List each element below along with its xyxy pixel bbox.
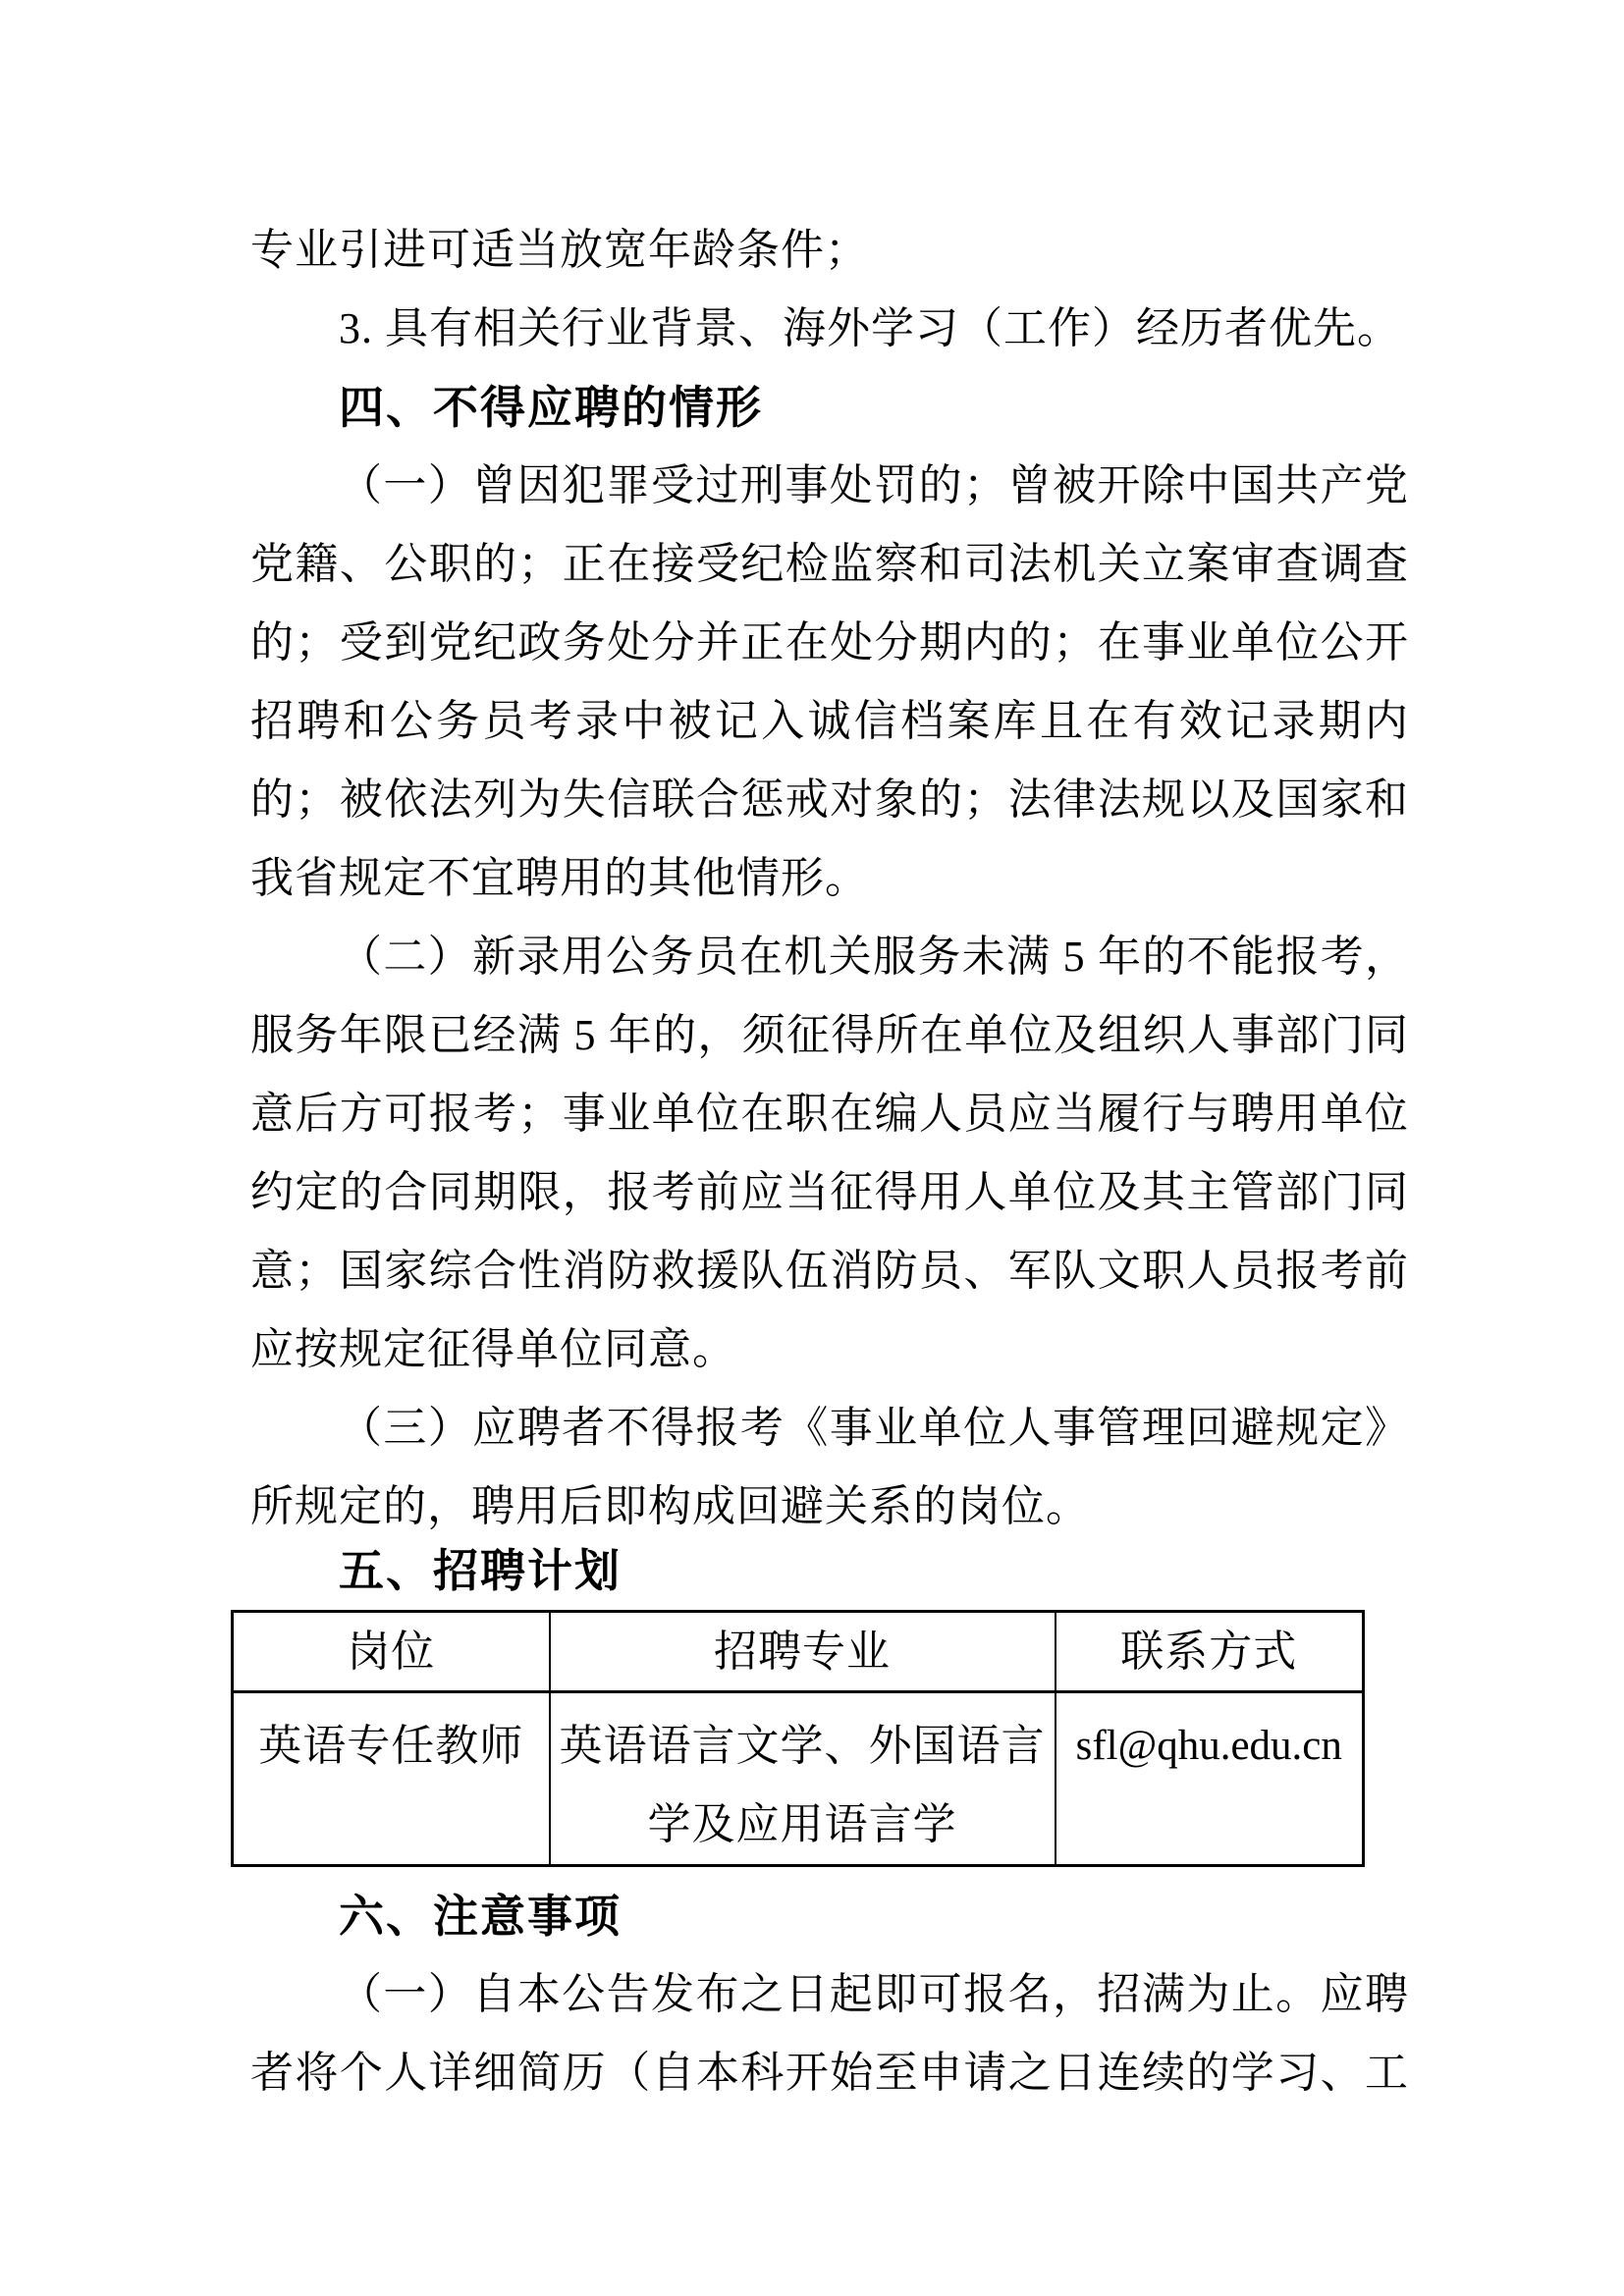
body-line: 应按规定征得单位同意。 — [250, 1325, 736, 1373]
section-heading-4: 四、不得应聘的情形 — [339, 382, 763, 433]
body-line: 专业引进可适当放宽年龄条件； — [250, 226, 869, 274]
recruitment-plan-table — [231, 1610, 1365, 1867]
body-line: 的；被依法列为失信联合惩戒对象的；法律法规以及国家和 — [250, 775, 1409, 824]
body-line: 3. 具有相关行业背景、海外学习（工作）经历者优先。 — [339, 304, 1401, 352]
table-row — [233, 1692, 1364, 1866]
body-line: （二）新录用公务员在机关服务未满 5 年的不能报考， — [339, 933, 1409, 981]
body-line: （三）应聘者不得报考《事业单位人事管理回避规定》 — [339, 1404, 1409, 1452]
body-line: 所规定的，聘用后即构成回避关系的岗位。 — [250, 1482, 1090, 1530]
cell-contact-email: sfl@qhu.edu.cn — [1056, 1692, 1364, 1866]
body-line: 意后方可报考；事业单位在职在编人员应当履行与聘用单位 — [250, 1090, 1409, 1138]
body-line: 我省规定不宜聘用的其他情形。 — [250, 854, 869, 902]
body-line: （一）曾因犯罪受过刑事处罚的；曾被开除中国共产党 — [339, 461, 1409, 509]
cell-major: 英语语言文学、外国语言学及应用语言学 — [550, 1692, 1056, 1866]
body-line: （一）自本公告发布之日起即可报名，招满为止。应聘 — [339, 1970, 1409, 2018]
body-line: 服务年限已经满 5 年的，须征得所在单位及组织人事部门同 — [250, 1011, 1409, 1059]
section-heading-5: 五、招聘计划 — [339, 1545, 622, 1596]
section-heading-6: 六、注意事项 — [339, 1891, 622, 1942]
body-line: 者将个人详细简历（自本科开始至申请之日连续的学习、工 — [250, 2049, 1409, 2097]
body-line: 招聘和公务员考录中被记入诚信档案库且在有效记录期内 — [250, 697, 1409, 745]
cell-position: 英语专任教师 — [233, 1692, 550, 1866]
table-header-major: 招聘专业 — [550, 1612, 1056, 1692]
table-header-row — [233, 1612, 1364, 1692]
table-header-position: 岗位 — [233, 1612, 550, 1692]
body-line: 的；受到党纪政务处分并正在处分期内的；在事业单位公开 — [250, 618, 1409, 667]
body-line: 约定的合同期限，报考前应当征得用人单位及其主管部门同 — [250, 1168, 1409, 1216]
body-line: 意；国家综合性消防救援队伍消防员、军队文职人员报考前 — [250, 1247, 1409, 1295]
body-line: 党籍、公职的；正在接受纪检监察和司法机关立案审查调查 — [250, 540, 1409, 588]
table-header-contact: 联系方式 — [1056, 1612, 1364, 1692]
